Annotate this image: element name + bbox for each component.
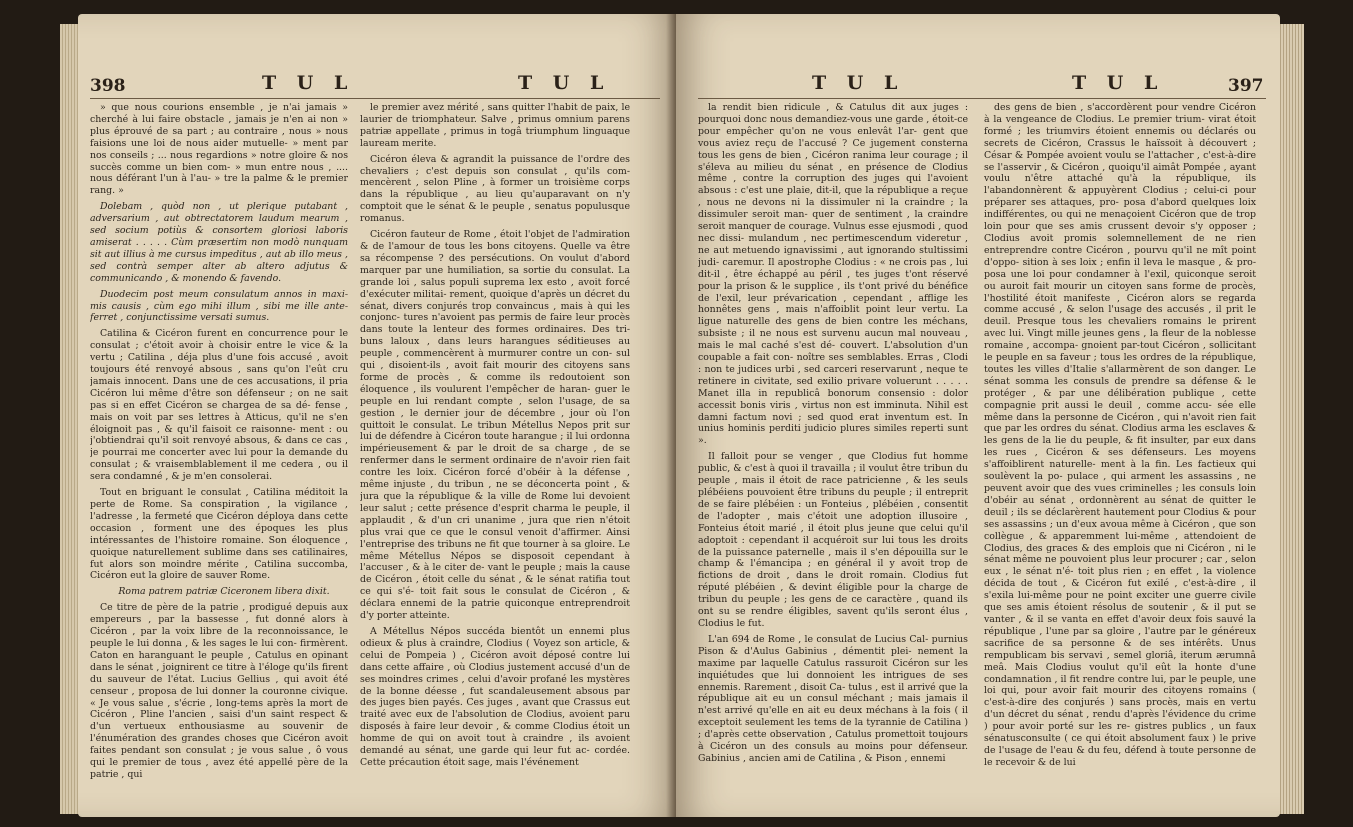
left-page-edges (60, 24, 80, 814)
header-rule (698, 98, 1266, 99)
text-column (698, 102, 968, 817)
paragraph: Ce titre de père de la patrie , prodigué depuis aux empereurs , par la bassesse , fut donné alors à Cicéron , par la voix libre de la reconnoissance, le peuple le lui donna , & les sages le lui con- firmèrent. Caton en haranguant le peuple , Catulus en opinant dans le sénat , joignirent ce titre à l'éloge qu'ils firent du sauveur de l'état. Lucius Gellius , qui avoit été censeur , proposa de lui donner la couronne civique. « Je vous salue , s'écrie , long-tems après la mort de Cicéron , Pline l'ancien , saisi d'un saint respect & d'un vertueux enthousiasme au souvenir de l'énumération des grandes choses que Cicéron avoit faites pendant son consulat ; je vous salue , ô vous qui le premier de tous , avez été appellé père de la patrie , qui (90, 602, 348, 780)
running-head: T U L (812, 72, 905, 94)
paragraph: A Métellus Népos succéda bientôt un ennemi plus odieux & plus à craindre, Clodius ( Voyez son article, & celui de Pompeia ) , Cicéron avoit déposé contre lui dans cette affaire , où Clodius justement accusé d'un de ses moindres crimes , celui d'avoir profané les mystères de la bonne déesse , fut scandaleusement absous par des juges bien payés. Ces juges , avant que Crassus eut traité avec eux de l'absolution de Clodius, avoient paru disposés à faire leur devoir , & comme Clodius étoit un homme de qui on avoit tout à craindre , ils avoient demandé au sénat, une garde qui leur fut ac- cordée. Cette précaution étoit sage, mais l'événement (360, 625, 630, 768)
paragraph: Il falloit pour se venger , que Clodius fut homme public, & c'est à quoi il travailla ; il voulut être tribun du peuple , mais il étoit de race patricienne , & les seuls plébéiens pouvoient être tribuns du peuple ; il entreprit de se faire plébéien : un Fonteius , plébéien , consentit de l'adopter , mais c'étoit une adoption illusoire , Fonteius étoit marié , il étoit plus jeune que celui qu'il adoptoit : cependant il acquéroit sur lui tous les droits de la puissance paternelle , mais il s'en dépouilla sur le champ & l'émancipa ; en général il y avoit trop de fictions de droit , dans le droit romain. Clodius fut réputé plébéien , & devint éligible pour la charge de tribun du peuple ; les gens de ce caractère , quand ils ont su se rendre éligibles, savent qu'ils seront élus , Clodius le fut. (698, 451, 968, 629)
page-number: 398 (90, 76, 126, 96)
paragraph: » que nous courions ensemble , je n'ai jamais » cherché à lui faire obstacle , jamais je n'en ai non » plus éprouvé de sa part ; au contraire , nous » nous faisions une loi de nous aider mutuelle- » ment par nos conseils ; ... nous regardions » notre gloire & nos succès comme un bien com- » mun entre nous , .... nous déférant l'un à l'au- » tre la palme & le premier rang. » (90, 102, 348, 197)
text-column (984, 102, 1256, 817)
running-head-right: T U L (1072, 72, 1165, 94)
paragraph: Roma patrem patriæ Ciceronem libera dixit. (118, 586, 330, 598)
left-page (78, 14, 676, 817)
right-page-edges (1278, 24, 1304, 814)
paragraph: des gens de bien , s'accordèrent pour vendre Cicéron à la vengeance de Clodius. Le premier trium- virat étoit formé ; les triumvirs étoient ennemis ou déclarés ou secrets de Cicéron, Crassus le haïssoit à découvert ; César & Pompée avoient voulu se l'attacher , c'est-à-dire se l'asservir , & Cicéron , quoiqu'il aimât Pompée , ayant voulu n'être attaché qu'à la république, ils l'abandonnèrent & appuyèrent Clodius ; celui-ci pour préparer ses attaques, pro- posa d'abord quelques loix indifférentes, ou qui ne menaçoient Cicéron que de trop loin pour que ses amis crussent devoir s'y opposer ; Clodius avoit promis solemnellement de ne rien entreprendre contre Cicéron , pourvu qu'il ne mît point d'oppo- sition à ses loix ; enfin il leva le masque , & pro- posa une loi pour condamner à l'exil, quiconque seroit ou auroit fait mourir un citoyen sans forme de procès, l'hostilité étoit manifeste , Cicéron alors se regarda comme accusé , & selon l'usage des accusés , il prit le deuil. Presque tous les chevaliers romains le prirent avec lui. Vingt mille jeunes gens , la fleur de la noblesse romaine , accompa- gnoient par-tout Cicéron , sollicitant le peuple en sa faveur ; tous les ordres de la république, toutes les villes d'Italie s'allarmèrent de son danger. Le sénat somma les consuls de prendre sa défense & le protéger , & par une délibération publique , cette compagnie prit aussi le deuil , comme accu- sée elle même dans la personne de Cicéron , qui n'avoit rien fait que par les ordres du sénat. Clodius arma les esclaves & les gens de la lie du peuple, & fit insulter, par eux dans les rues , Cicéron & ses défenseurs. Les moyens s'affoiblirent naturelle- ment à la fin. Les factieux qui soulèvent la po- pulace , qui arment les assassins , ne peuvent avoir que des vues criminelles ; les consuls loin d'obéir au sénat , ordonnèrent au sénat de quitter le deuil ; ils se déclarèrent hautement pour Clodius & pour ses assassins ; un d'eux avoua même à Cicéron , que son collègue , & apparemment lui-même , attendoient de Clodius, des graces & des emplois que ni Cicéron , ni le sénat même ne pouvoient plus leur procurer ; car , selon eux , le sénat n'é- toit plus rien ; en effet , la violence décida de tout , & Cicéron fut exilé , c'est-à-dire , il s'exila lui-même pour ne point exciter une guerre civile que ses amis étoient résolus de soutenir , & il put se vanter , & il se vanta en effet d'avoir deux fois sauvé la république , l'une par sa gloire , l'autre par le généreux sacrifice de sa personne & de ses intérêts. Unus rempublicam bis servavi , semel gloriâ, iterum ærumnâ meâ. Mais Clodius voulut qu'il eût la honte d'une condamnation , il fit rendre contre lui, par le peuple, une loi qui, pour avoir fait mourir des citoyens romains ( c'est-à-dire des conjurés ) sans procès, mais en vertu d'un décret du sénat , rendu d'après l'évidence du crime ) pour avoir porté sur les re- gistres publics , un faux sénatusconsulte ( ce qui étoit absolument faux ) le prive de l'usage de l'eau & du feu, défend à toute personne de le recevoir & de lui (984, 102, 1256, 768)
paragraph: Cicéron fauteur de Rome , étoit l'objet de l'admiration & de l'amour de tous les bons citoyens. Quelle va être sa récompense ? des persécutions. On voulut d'abord marquer par une humiliation, sa sortie du consulat. La grande loi , salus populi suprema lex esto , avoit forcé d'exécuter militai- rement, quoique d'après un décret du sénat, divers conjurés trop convaincus , mais à qui les conjonc- tures n'avoient pas permis de faire leur procès dans toute la lenteur des formes ordinaires. Des tri- buns laloux , dans leurs harangues séditieuses au peuple , commencèrent à murmurer contre un con- sul qui , disoient-ils , avoit fait mourir des citoyens sans forme de procès , & comme ils redoutoient son éloquence , ils voulurent l'empêcher de haran- guer le peuple en lui rendant compte , selon l'usage, de sa gestion , le dernier jour de décembre , jour où l'on quittoit le consulat. Le tribun Métellus Nepos prit sur lui de défendre à Cicéron toute harangue ; il lui ordonna impérieusement & par le droit de sa charge , de se renfermer dans le serment ordinaire de n'avoir rien fait contre les loix. Cicéron forcé d'obéir à la défense , même injuste , du tribun , ne se déconcerta point , & jura que la république & la ville de Rome lui devoient leur salut ; cette présence d'esprit charma le peuple, il applaudit , & d'un cri unanime , jura que rien n'étoit plus vrai que ce que le consul venoit d'affirmer. Ainsi l'entreprise des tribuns ne fit que tourner à sa gloire. Le même Métellus Népos se disposoit cependant à l'accuser , & à le citer de- vant le peuple ; mais la cause de Cicéron , étoit celle du sénat , & le sénat ratifia tout ce qui s'é- toit fait sous le consulat de Cicéron , & déclara ennemi de la patrie quiconque entreprendroit d'y porter atteinte. (360, 229, 630, 622)
running-head: T U L (262, 72, 355, 94)
header-rule (90, 98, 660, 99)
paragraph: Tout en briguant le consulat , Catilina méditoit la perte de Rome. Sa conspiration , la vigilance , l'adresse , la fermeté que Cicéron déploya dans cette occasion , forment une des époques les plus intéressantes de l'histoire romaine. Son éloquence , quoique naturellement sublime dans ses catilinaires, fut alors son moindre mérite , Catilina succomba, Cicéron eut la gloire de sauver Rome. (90, 487, 348, 582)
paragraph: L'an 694 de Rome , le consulat de Lucius Cal- purnius Pison & d'Aulus Gabinius , démentit plei- nement la maxime par laquelle Catulus rassuroit Cicéron sur les inquiétudes que lui donnoient les intrigues de ses ennemis. Rarement , disoit Ca- tulus , est il arrivé que la république ait eu un consul méchant ; mais jamais il n'est arrivé qu'elle en ait eu deux méchans à la fois ( il exceptoit seulement les tems de la tyrannie de Catilina ) ; d'après cette observation , Catulus promettoit toujours à Cicéron un des consuls au moins pour défenseur. Gabinius , ancien ami de Catilina , & Pison , ennemi (698, 633, 968, 764)
paragraph: Catilina & Cicéron furent en concurrence pour le consulat ; c'étoit avoir à choisir entre le vice & la vertu ; Catilina , déja plus d'une fois accusé , avoit toujours été renvoyé absous , sans qu'on l'eût cru jamais innocent. Dans une de ces accusations, il pria Cicéron lui même d'être son défenseur ; on ne sait pas si en effet Cicéron se chargea de sa dé- fense , mais on voit par ses lettres à Atticus, qu'il ne s'en éloignoit pas , & qu'il faisoit ce raisonne- ment : ou j'obtiendrai qu'il soit renvoyé absous, & dans ce cas , je pourrai me concerter avec lui pour la demande du consulat ; & vraisemblablement il me cedera , ou il sera condamné , & je m'en consolerai. (90, 328, 348, 483)
right-page (676, 14, 1280, 817)
running-head-right: T U L (518, 72, 611, 94)
text-column (360, 102, 630, 817)
paragraph: Dolebam , quòd non , ut plerique putabant , adversarium , aut obtrectatorem laudum mearum , sed socium potiùs & consortem gloriosi laboris amiserat . . . . . Cùm præsertim non modò nunquam sit aut illius à me cursus impeditus , aut ab illo meus , sed contrà semper alter ab altero adjutus & communicando , & monendo & favendo. (90, 201, 348, 284)
paragraph: la rendit bien ridicule , & Catulus dit aux juges : pourquoi donc nous demandiez-vous une garde , étoit-ce pour empêcher qu'on ne vous enlevât l'ar- gent que vous aviez reçu de l'accusé ? Ce jugement consterna tous les gens de bien , Cicéron ranima leur courage ; il s'éleva au milieu du sénat , en présence de Clodius même , contre la corruption des juges qui l'avoient absous : c'est une plaie, dit-il, que la république a reçue , nous ne devons ni la dissimuler ni la craindre ; la dissimuler seroit man- quer de sentiment , la craindre seroit manquer de courage. Vulnus esse ejusmodi , quod nec dissi- mulandum , nec pertimescendum videretur , ne aut metuendo ignavissimi , aut ignorando stultissimi judi- caremur. Il apostrophe Clodius : « ne crois pas , lui dit-il , être échappé au péril , tes juges t'ont réservé pour la prison & le supplice , ils t'ont privé du bénéfice de l'exil, leur prévarication , cependant , afflige les honnêtes gens , mais n'affoiblit point leur vertu. La ligue naturelle des gens de bien contre les méchans, subsiste ; il ne nous est survenu aucun mal nouveau , mais le mal caché s'est dé- couvert. L'absolution d'un coupable a fait con- noître ses semblables. Erras , Clodi : non te judices urbi , sed carceri reservarunt , neque te retinere in civitate, sed exilio privare voluerunt . . . . . Manet illa in republicâ bonorum consensio : dolor accessit bonis viris , virtus non est imminuta. Nihil est damni factum novi ; sed quod erat inventum est. In unius hominis perditi judicio plures similes reperti sunt ». (698, 102, 968, 447)
text-column (90, 102, 348, 817)
paragraph: Cicéron éleva & agrandit la puissance de l'ordre des chevaliers ; c'est depuis son consulat , qu'ils com- mencèrent , selon Pline , à former un troisième corps dans la république , au lieu qu'auparavant on n'y comptoit que le sénat & le peuple , senatus populusque romanus. (360, 153, 630, 225)
paragraph: Duodecim post meum consulatum annos in maxi- mis causis , cùm ego mihi illum , sibi me ille ante- ferret , conjunctissime versati sumus. (90, 288, 348, 324)
paragraph: le premier avez mérité , sans quitter l'habit de paix, le laurier de triomphateur. Salve , primus omnium parens patriæ appellate , primus in togâ triumphum linguaque lauream merite. (360, 102, 630, 149)
page-number: 397 (1228, 76, 1264, 96)
